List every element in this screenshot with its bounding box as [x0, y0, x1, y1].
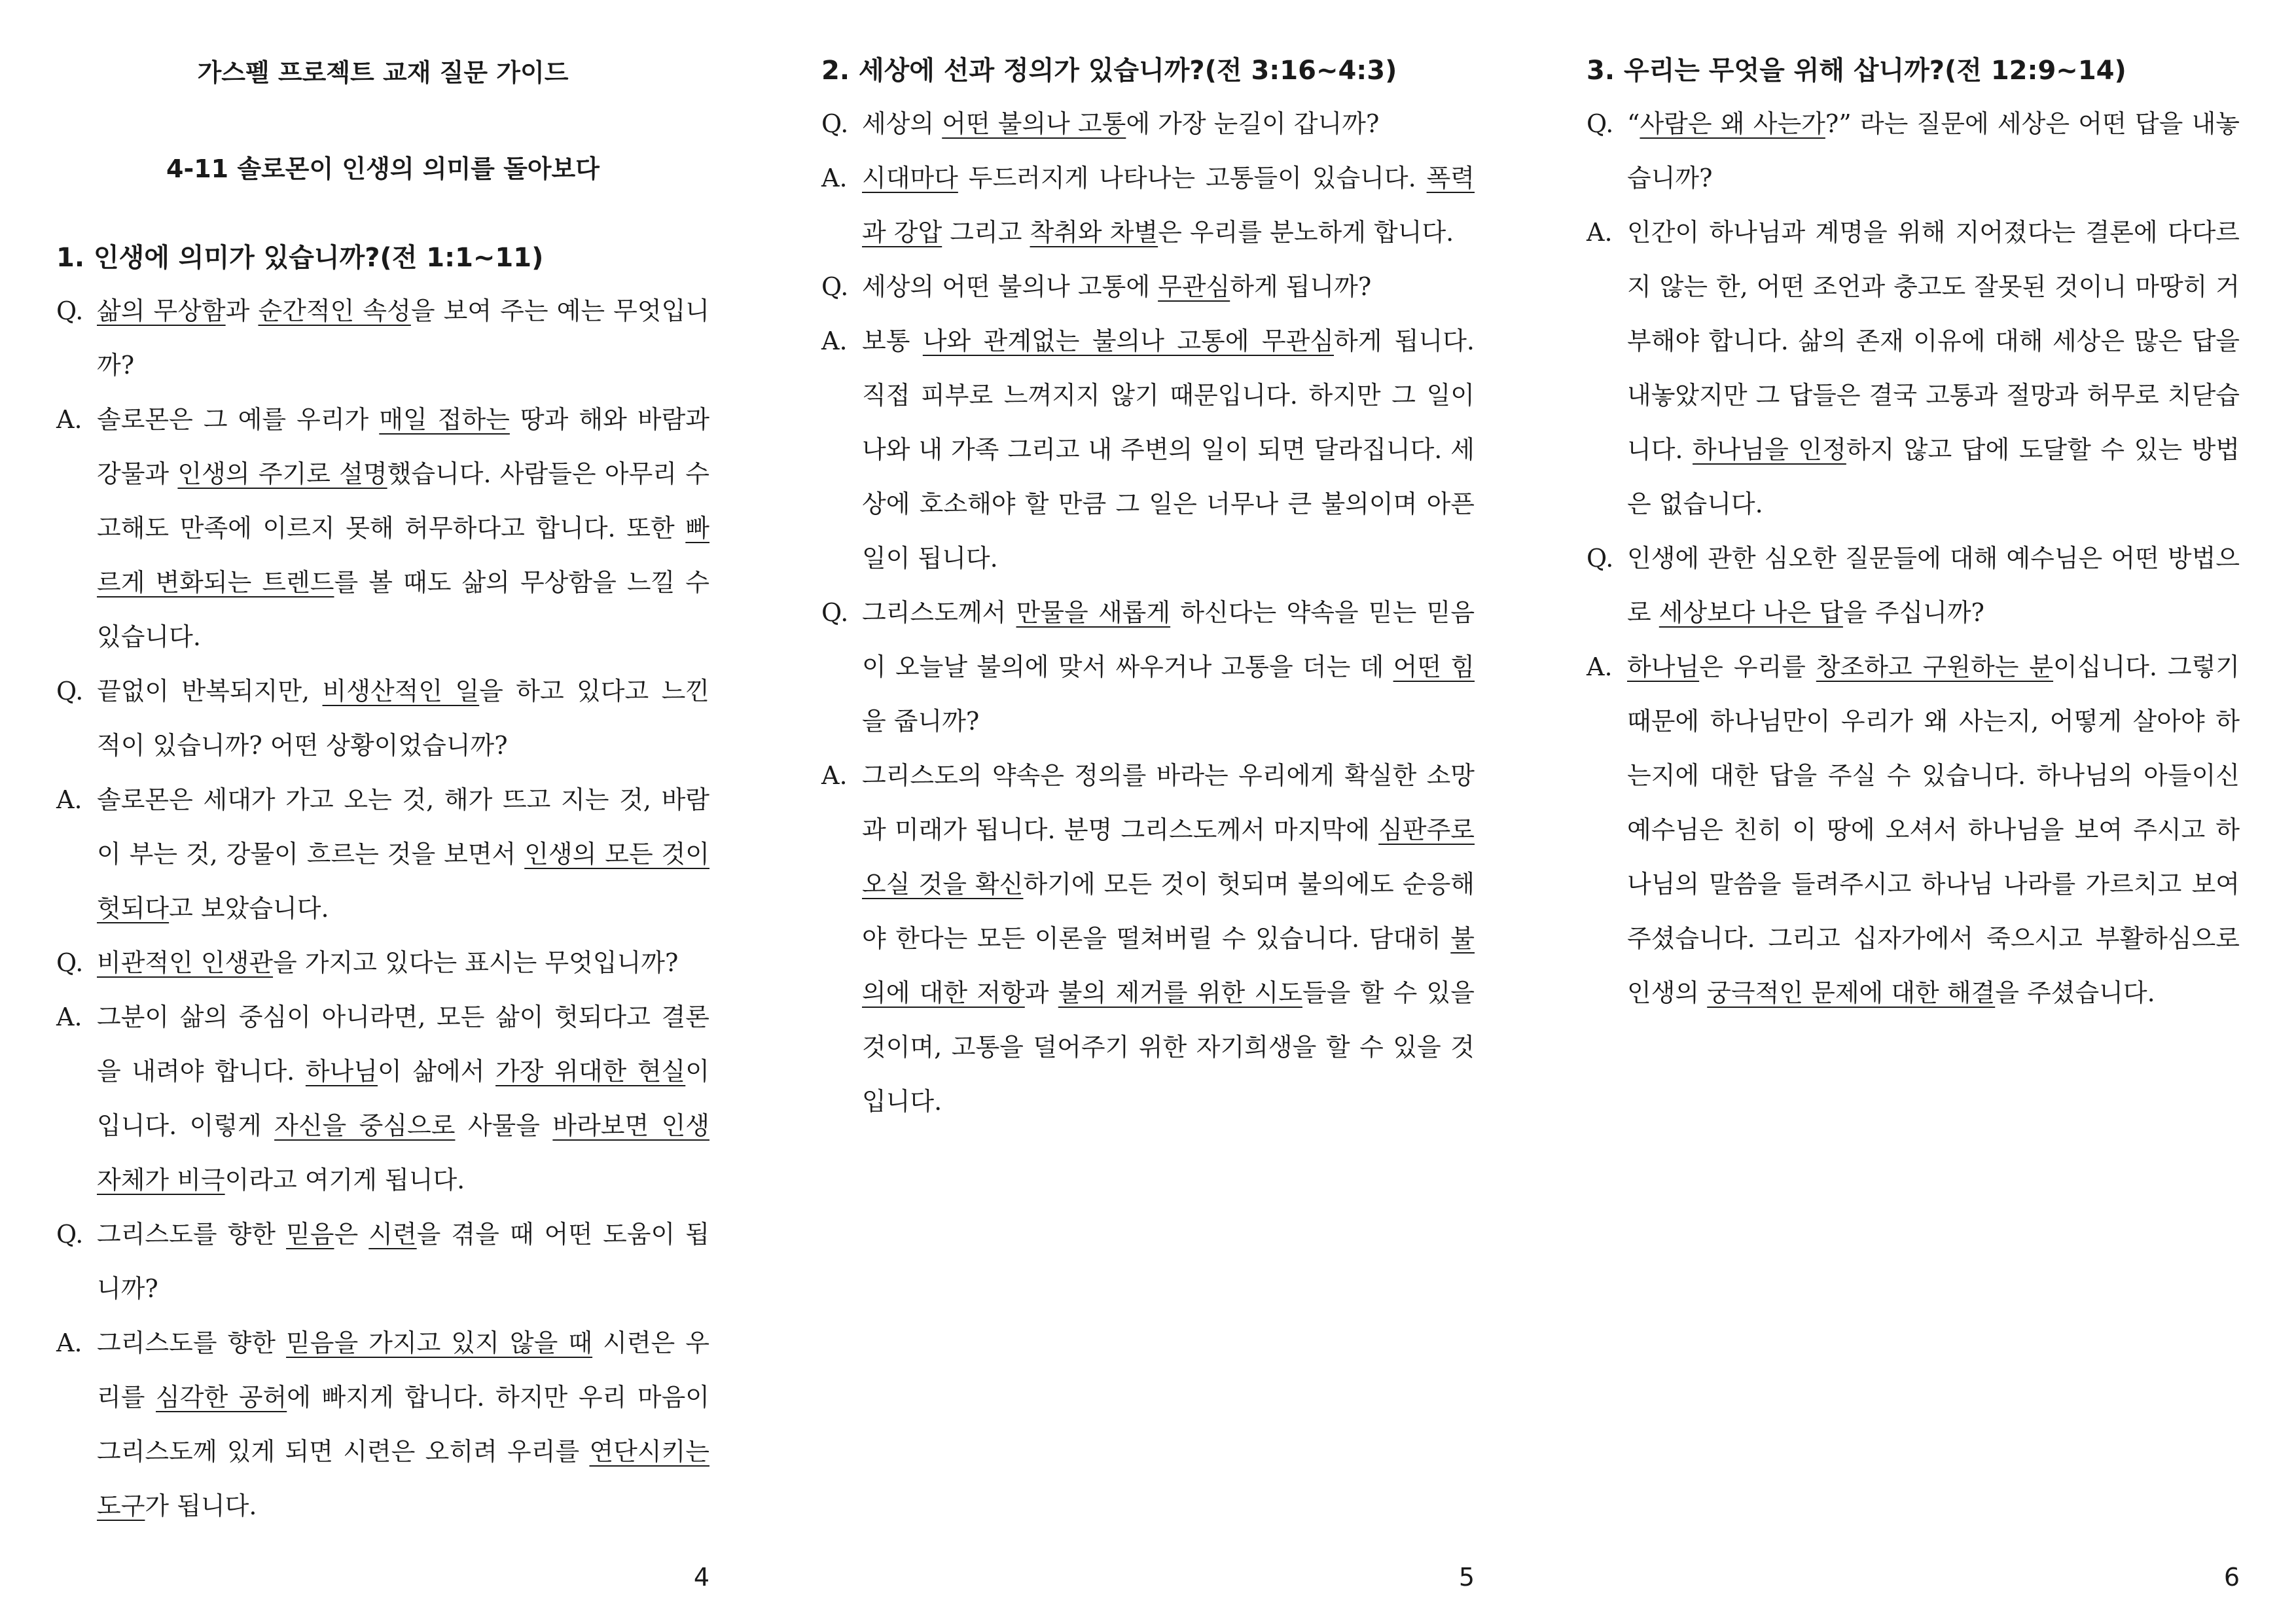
question-item — [56, 936, 709, 990]
text-run: 그리스도를 향한 — [97, 1220, 287, 1249]
question-text — [1627, 97, 2240, 205]
text-run: 은 우리를 — [1699, 652, 1816, 681]
underlined-phrase: 믿음 — [286, 1220, 334, 1249]
underlined-phrase: 믿음을 가지고 있지 않을 때 — [286, 1329, 593, 1357]
text-run: 땅과 해와 바람과 강물과 — [97, 405, 709, 488]
question-item — [56, 664, 709, 773]
text-run: 은 우리를 분노하게 합니다. — [1158, 218, 1454, 247]
text-run: 이십니다. 그렇기 때문에 하나님만이 우리가 왜 사는지, 어떻게 살아야 하는지에 대한 답을 주실 수 있습니다. 하나님의 아들이신 예수님은 친히 이 땅에 오셔서 하나님을 보여 주시고 하나님의 말씀을 들려주시고 하나님 나라를 가르치고 보여주셨습니다. 그리고 십자가에서 죽으시고 부활하심으로 인생의 — [1627, 652, 2240, 1007]
underlined-phrase: 심판주로 오실 것을 확신 — [862, 815, 1475, 899]
text-run: 그리고 — [942, 218, 1030, 247]
underlined-phrase: 인생의 모든 것이 헛되다 — [97, 840, 709, 923]
question-marker: Q. — [821, 272, 849, 301]
question-text — [97, 664, 709, 773]
underlined-phrase: 시련 — [368, 1220, 417, 1249]
text-run: 이 입니다. 이렇게 — [97, 1057, 709, 1140]
question-text — [1627, 531, 2240, 640]
answer-marker: A. — [56, 785, 82, 814]
underlined-phrase: 폭력과 강압 — [862, 164, 1475, 247]
answer-text — [97, 393, 709, 664]
answer-item — [56, 773, 709, 936]
text-run: 을 주십니까? — [1842, 598, 1984, 627]
answer-item — [821, 749, 1475, 1129]
answer-text — [97, 1316, 709, 1533]
answer-item — [821, 314, 1475, 586]
page-number: 5 — [1458, 1563, 1475, 1592]
question-text — [862, 260, 1475, 314]
section-3 — [1587, 51, 2240, 1020]
question-text — [97, 284, 709, 393]
answer-marker: A. — [56, 1003, 82, 1031]
text-run: 인생에 관한 심오한 질문들에 대해 예수님은 어떤 방법으로 — [1627, 544, 2240, 627]
question-text — [97, 936, 709, 990]
text-run: 솔로몬은 세대가 가고 오는 것, 해가 뜨고 지는 것, 바람이 부는 것, 강물이 흐르는 것을 보면서 — [97, 785, 709, 868]
text-run: 을 보여 주는 예는 무엇입니까? — [97, 296, 709, 380]
text-run: 이 삶에서 — [378, 1057, 496, 1086]
text-run: 하지 않고 답에 도달할 수 있는 방법은 없습니다. — [1627, 435, 2240, 518]
text-run: 하신다는 약속을 믿는 믿음이 오늘날 불의에 맞서 싸우거나 고통을 더는 데 — [862, 598, 1475, 681]
qa-list — [1587, 97, 2240, 1020]
underlined-phrase: 사람은 왜 사는가 — [1640, 109, 1825, 138]
question-item — [821, 586, 1475, 749]
text-run: 그리스도의 약속은 정의를 바라는 우리에게 확실한 소망과 미래가 됩니다. 분명 그리스도께서 마지막에 — [862, 761, 1475, 844]
answer-marker: A. — [56, 1329, 82, 1357]
section-heading: 1. 인생에 의미가 있습니까?(전 1:1~11) — [56, 243, 544, 273]
text-run: 이라고 여기게 됩니다. — [224, 1166, 465, 1194]
answer-text — [97, 773, 709, 936]
question-item — [1587, 531, 2240, 640]
text-run: ?” 라는 질문에 세상은 어떤 답을 내놓습니까? — [1627, 109, 2240, 192]
text-run: 을 줍니까? — [862, 707, 980, 736]
answer-text — [862, 314, 1475, 586]
question-marker: Q. — [56, 1220, 84, 1249]
underlined-phrase: 순간적인 속성 — [258, 296, 411, 325]
text-run: 은 — [334, 1220, 369, 1249]
underlined-phrase: 불의에 대한 저항 — [862, 924, 1475, 1007]
underlined-phrase: 만물을 새롭게 — [1016, 598, 1171, 627]
underlined-phrase: 인생의 주기로 설명 — [177, 459, 387, 488]
underlined-phrase: 어떤 힘 — [1393, 652, 1475, 681]
text-run: 솔로몬은 그 예를 우리가 — [97, 405, 380, 434]
document-title: 가스펠 프로젝트 교재 질문 가이드 — [197, 58, 569, 87]
answer-text — [862, 151, 1475, 260]
question-marker: Q. — [821, 109, 849, 138]
question-text — [97, 1207, 709, 1316]
underlined-phrase: 비생산적인 일 — [322, 677, 480, 705]
page-content — [1587, 51, 2240, 1020]
question-marker: Q. — [56, 677, 84, 705]
answer-item — [56, 393, 709, 664]
underlined-phrase: 심각한 공허 — [156, 1383, 287, 1412]
text-run: 을 겪을 때 어떤 도움이 됩니까? — [97, 1220, 709, 1303]
page-5 — [765, 0, 1531, 1623]
question-marker: Q. — [821, 598, 849, 627]
underlined-phrase: 자신을 중심으로 — [274, 1111, 456, 1140]
text-run: 그리스도께서 — [862, 598, 1016, 627]
text-run: 인간이 하나님과 계명을 위해 지어졌다는 결론에 다다르지 않는 한, 어떤 조언과 충고도 잘못된 것이니 마땅히 거부해야 합니다. 삶의 존재 이유에 대해 세상은 많은 답을 내놓았지만 그 답들은 결국 고통과 절망과 허무로 치닫습니다. — [1627, 218, 2240, 464]
text-run: 세상의 — [862, 109, 942, 138]
underlined-phrase: 하나님을 인정 — [1693, 435, 1846, 464]
section-2 — [821, 51, 1475, 1129]
answer-text — [1627, 205, 2240, 531]
page-content — [56, 51, 709, 1533]
underlined-phrase: 창조하고 구원하는 분 — [1816, 652, 2054, 681]
question-item — [821, 260, 1475, 314]
question-marker: Q. — [56, 948, 84, 977]
text-run: 에 가장 눈길이 갑니까? — [1126, 109, 1380, 138]
underlined-phrase: 매일 접하는 — [379, 405, 510, 434]
qa-list — [821, 97, 1475, 1129]
text-run: 시련은 우리를 — [97, 1329, 709, 1412]
text-run: 하기에 모든 것이 헛되며 불의에도 순응해야 한다는 모든 이론을 떨쳐버릴 수 있습니다. 담대히 — [862, 870, 1475, 953]
answer-marker: A. — [821, 761, 848, 790]
text-run: 사물을 — [455, 1111, 553, 1140]
answer-marker: A. — [1587, 218, 1613, 247]
underlined-phrase: 시대마다 — [862, 164, 958, 192]
answer-item — [1587, 205, 2240, 531]
text-run: 을 주셨습니다. — [1995, 978, 2155, 1007]
underlined-phrase: 가장 위대한 현실 — [495, 1057, 686, 1086]
text-run: 과 — [1024, 978, 1058, 1007]
underlined-phrase: 착취와 차별 — [1030, 218, 1158, 247]
page-4 — [0, 0, 766, 1623]
answer-marker: A. — [1587, 652, 1613, 681]
answer-item — [1587, 640, 2240, 1020]
lesson-title: 4-11 솔로몬이 인생의 의미를 돌아보다 — [166, 154, 600, 183]
underlined-phrase: 하나님 — [1627, 652, 1700, 681]
question-text — [862, 586, 1475, 749]
question-marker: Q. — [1587, 109, 1614, 138]
page-6 — [1530, 0, 2296, 1623]
text-run: 세상의 어떤 불의나 고통에 — [862, 272, 1158, 301]
text-run: 그분이 삶의 중심이 아니라면, 모든 삶이 헛되다고 결론을 내려야 합니다. — [97, 1003, 709, 1086]
answer-marker: A. — [56, 405, 82, 434]
text-run: 을 하고 있다고 느낀 적이 있습니까? 어떤 상황이었습니까? — [97, 677, 710, 760]
text-run: 끝없이 반복되지만, — [97, 677, 323, 705]
section-heading: 2. 세상에 선과 정의가 있습니까?(전 3:16~4:3) — [821, 56, 1397, 86]
text-run: “ — [1627, 109, 1640, 138]
page-number: 4 — [693, 1563, 709, 1592]
text-run: 했습니다. 사람들은 아무리 수고해도 만족에 이르지 못해 허무하다고 합니다. 또한 — [97, 459, 709, 543]
question-text — [862, 97, 1475, 151]
page-number: 6 — [2223, 1563, 2240, 1592]
underlined-phrase: 연단시키는 도구 — [97, 1437, 709, 1520]
underlined-phrase: 하나님 — [305, 1057, 378, 1086]
text-run: 에 빠지게 합니다. 하지만 우리 마음이 그리스도께 있게 되면 시련은 오히려 우리를 — [97, 1383, 710, 1466]
section-1 — [56, 238, 709, 1533]
text-run: 가 됩니다. — [145, 1491, 257, 1520]
text-run: 하게 됩니다. 직접 피부로 느껴지지 않기 때문입니다. 하지만 그 일이 나와 내 가족 그리고 내 주변의 일이 되면 달라집니다. 세상에 호소해야 할 만큼 그 일은 너무나 큰 불의이며 아픈 일이 됩니다. — [862, 327, 1475, 573]
question-item — [1587, 97, 2240, 205]
page-content — [821, 51, 1475, 1129]
underlined-phrase: 빠르게 변화되는 트렌드 — [97, 514, 709, 597]
section-heading: 3. 우리는 무엇을 위해 삽니까?(전 12:9~14) — [1587, 56, 2126, 86]
question-item — [56, 1207, 709, 1316]
underlined-phrase: 삶의 무상함 — [97, 296, 226, 325]
underlined-phrase: 바라보면 인생 자체가 비극 — [97, 1111, 709, 1194]
answer-item — [821, 151, 1475, 260]
underlined-phrase: 궁극적인 문제에 대한 해결 — [1707, 978, 1996, 1007]
question-item — [821, 97, 1475, 151]
text-run: 고 보았습니다. — [169, 894, 329, 923]
answer-text — [1627, 640, 2240, 1020]
question-item — [56, 284, 709, 393]
text-run: 보통 — [862, 327, 923, 355]
underlined-phrase: 무관심 — [1158, 272, 1230, 301]
text-run: 그리스도를 향한 — [97, 1329, 287, 1357]
question-marker: Q. — [56, 296, 84, 325]
text-run: 과 — [225, 296, 259, 325]
answer-marker: A. — [821, 164, 848, 192]
text-run: 을 가지고 있다는 표시는 무엇입니까? — [273, 948, 679, 977]
answer-text — [862, 749, 1475, 1129]
qa-list — [56, 284, 709, 1533]
text-run: 하게 됩니까? — [1230, 272, 1372, 301]
underlined-phrase: 비관적인 인생관 — [97, 948, 274, 977]
underlined-phrase: 어떤 불의나 고통 — [942, 109, 1126, 138]
question-marker: Q. — [1587, 544, 1614, 573]
answer-text — [97, 990, 709, 1207]
text-run: 들을 할 수 있을 것이며, 고통을 덜어주기 위한 자기희생을 할 수 있을 것입니다. — [862, 978, 1475, 1116]
underlined-phrase: 나와 관계없는 불의나 고통에 무관심 — [922, 327, 1334, 355]
text-run: 두드러지게 나타나는 고통들이 있습니다. — [958, 164, 1427, 192]
answer-marker: A. — [821, 327, 848, 355]
answer-item — [56, 990, 709, 1207]
text-run: 를 볼 때도 삶의 무상함을 느낄 수 있습니다. — [97, 568, 710, 651]
underlined-phrase: 불의 제거를 위한 시도 — [1058, 978, 1302, 1007]
underlined-phrase: 세상보다 나은 답 — [1659, 598, 1843, 627]
answer-item — [56, 1316, 709, 1533]
